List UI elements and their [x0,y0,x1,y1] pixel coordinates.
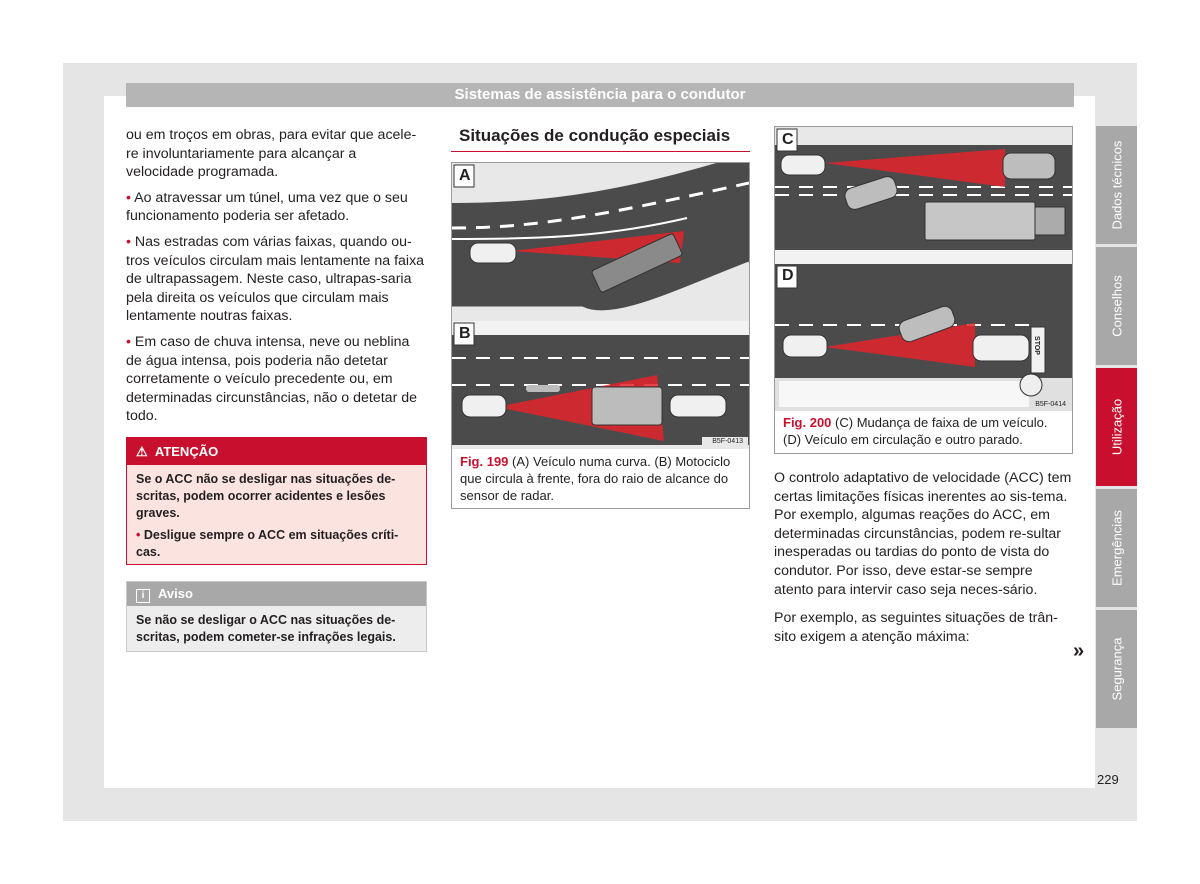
running-header: Sistemas de assistência para o condutor [126,83,1074,107]
right-column [774,469,1072,653]
bullet-icon: • [126,333,135,350]
warning-triangle-icon: ⚠ [136,444,155,459]
warning-title: ATENÇÃO [154,444,219,459]
figure-caption [452,449,749,508]
note-title: Aviso [158,586,193,601]
figure-199-illustration [452,163,749,449]
panel-label-a: A [459,167,471,184]
figure-caption [775,411,1072,452]
bullet-item [126,333,426,426]
tab-label: Dados técnicos [1109,140,1124,230]
bullet-text: Nas estradas com várias faixas, quando ou-tros veículos circulam mais lentamente na faixa de ultrapassagem. Neste caso, ultrapas-saria pela direita os veículos que circulam mais lentamente noutras faixas. [126,233,425,325]
warning-header [127,438,426,465]
note-body [127,606,426,651]
panel-label-d: D [782,267,794,284]
tab-dados-tecnicos[interactable] [1096,126,1137,244]
section-title: Situações de condução especiais [451,126,750,152]
continue-arrow-icon: » [1073,640,1085,662]
warning-bullet [136,527,417,561]
paragraph: Por exemplo, as seguintes situações de trân-sito exigem a atenção máxima: [774,610,1058,645]
tab-label: Conselhos [1109,275,1124,337]
warning-body [127,465,426,564]
note-text: Se não se desligar o ACC nas situações de-scritas, podem cometer-se infrações legais. [136,613,396,644]
warning-text: Se o ACC não se desligar nas situações de-scritas, podem ocorrer acidentes e lesões graves. [136,472,396,520]
figure-200-illustration [775,127,1072,411]
bullet-icon: • [126,189,135,206]
bullet-item [126,233,426,326]
stop-sign-text: STOP [1032,336,1040,355]
tab-emergencias[interactable] [1096,489,1137,607]
figure-caption-text: (A) Veículo numa curva. (B) Motociclo que circula à frente, fora do raio de alcance do sensor de radar. [460,454,731,503]
page-number: 229 [1097,772,1119,787]
panel-label-b: B [459,325,471,342]
bullet-item [126,189,426,226]
tab-label: Emergências [1109,510,1124,586]
left-column [126,126,426,433]
note-box [126,581,427,652]
info-icon: i [136,589,150,603]
bullet-text: Em caso de chuva intensa, neve ou neblina de água intensa, pois poderia não detetar corretamente o veículo precedente ou, em determinadas circunstâncias, não o detetar de todo. [126,333,418,425]
figure-caption-text: (C) Mudança de faixa de um veículo. (D) Veículo em circulação e outro parado. [783,415,1048,447]
tab-seguranca[interactable] [1096,610,1137,728]
figure-199 [451,162,750,509]
paragraph: O controlo adaptativo de velocidade (ACC) tem certas limitações físicas inerentes ao sis-tema. Por exemplo, algumas reações do ACC, em determinadas circunstâncias, podem re-sultar inesperadas ou tardias do ponto de vista do condutor. Por isso, deve estar-se sempre atento para intervir caso seja neces-sário. [774,470,1072,598]
figure-code: B5F-0413 [712,438,743,445]
note-header [127,582,426,606]
tab-label: Segurança [1109,637,1124,701]
panel-label-c: C [782,131,794,148]
warning-box [126,437,427,565]
bullet-icon: • [136,528,144,542]
figure-200 [774,126,1073,454]
tab-label: Utilização [1109,398,1124,456]
figure-number: Fig. 199 [460,454,509,469]
paragraph: ou em troços em obras, para evitar que acele-re involuntariamente para alcançar a velocidade programada. [126,127,417,181]
figure-code: B5F-0414 [1035,401,1066,408]
tab-conselhos[interactable] [1096,247,1137,365]
bullet-icon: • [126,233,135,250]
tab-utilizacao[interactable] [1096,368,1137,486]
figure-number: Fig. 200 [783,415,832,430]
bullet-text: Ao atravessar um túnel, uma vez que o seu funcionamento poderia ser afetado. [126,189,408,225]
warning-bullet-text: Desligue sempre o ACC em situações críti-cas. [136,528,399,559]
